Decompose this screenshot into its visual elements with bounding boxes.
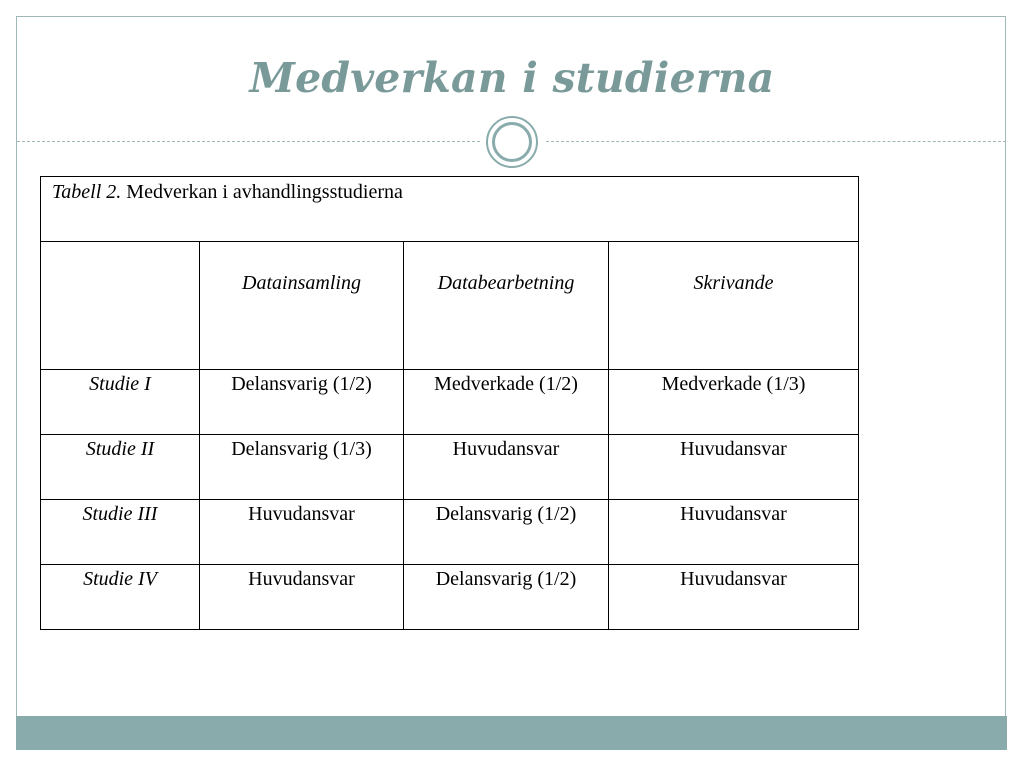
column-header: Skrivande xyxy=(609,242,859,370)
table-cell: Huvudansvar xyxy=(200,565,404,630)
table-cell: Huvudansvar xyxy=(200,500,404,565)
table-cell: Delansvarig (1/2) xyxy=(200,370,404,435)
table-row xyxy=(41,370,859,435)
table-caption xyxy=(41,177,859,242)
row-label: Studie II xyxy=(41,435,200,500)
table-caption-row xyxy=(41,177,859,242)
table-cell: Huvudansvar xyxy=(609,435,859,500)
column-header xyxy=(41,242,200,370)
slide-title: Medverkan i studierna xyxy=(249,54,775,102)
table-cell: Huvudansvar xyxy=(609,565,859,630)
table-cell: Medverkade (1/3) xyxy=(609,370,859,435)
title-divider-left xyxy=(17,141,480,142)
column-header: Databearbetning xyxy=(404,242,609,370)
row-label: Studie IV xyxy=(41,565,200,630)
table-cell: Huvudansvar xyxy=(404,435,609,500)
row-label: Studie I xyxy=(41,370,200,435)
table-cell: Delansvarig (1/2) xyxy=(404,565,609,630)
table-row xyxy=(41,500,859,565)
table-header-row xyxy=(41,242,859,370)
table-caption-label: Tabell 2. xyxy=(52,181,122,203)
table-row xyxy=(41,435,859,500)
column-header: Datainsamling xyxy=(200,242,404,370)
table-caption-text: Medverkan i avhandlingsstudierna xyxy=(121,181,403,203)
footer-bar xyxy=(16,716,1007,750)
table-cell: Delansvarig (1/3) xyxy=(200,435,404,500)
table-cell: Delansvarig (1/2) xyxy=(404,500,609,565)
row-label: Studie III xyxy=(41,500,200,565)
title-divider-right xyxy=(546,141,1006,142)
contribution-table xyxy=(40,176,859,630)
table-cell: Huvudansvar xyxy=(609,500,859,565)
circle-ornament-icon xyxy=(486,116,538,168)
table-cell: Medverkade (1/2) xyxy=(404,370,609,435)
table-row xyxy=(41,565,859,630)
